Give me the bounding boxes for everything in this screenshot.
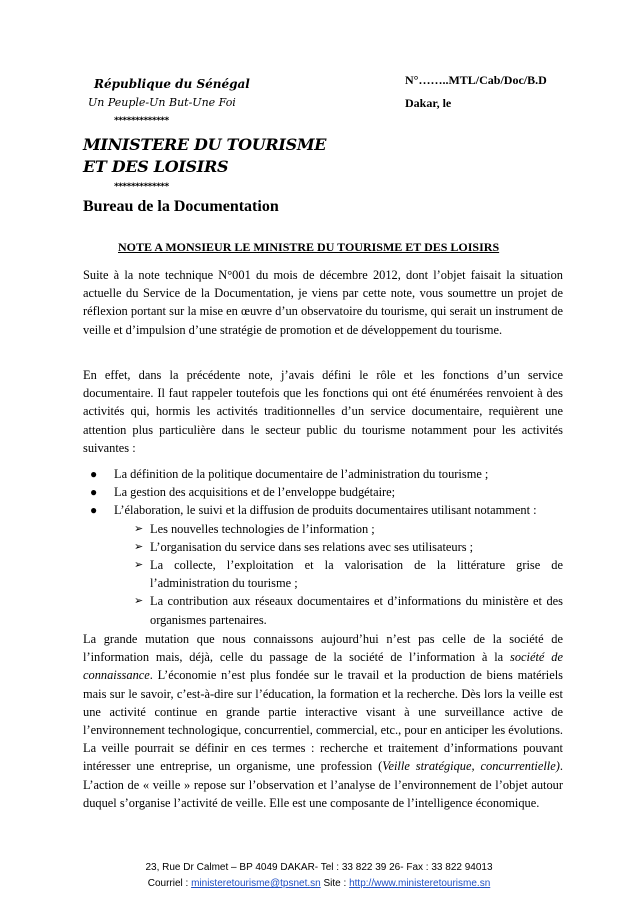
footer-address: 23, Rue Dr Calmet – BP 4049 DAKAR- Tel : 33 822 39 26- Fax : 33 822 94013 — [145, 862, 493, 873]
bullet-dot-icon: ● — [90, 503, 98, 518]
paragraph-2: En effet, dans la précédente note, j’avais défini le rôle et les fonctions d’un service documentaire. Il faut rappeler toutefois que les fonctions qui ont été énumérées renvoient à des activités qui, hormis les activités traditionnelles d’un service documentaire, requièrent une attention plus particulière dans le secteur public du tourisme notamment pour les activités suivantes : — [83, 368, 563, 455]
activities-list — [90, 465, 563, 629]
sub-list — [114, 520, 563, 629]
arrow-bullet-icon: ➢ — [134, 522, 144, 535]
list-item: ● L’élaboration, le suivi et la diffusion de produits documentaires utilisant notamment : ➢ Les nouvelles technologies de l’information ; ➢ L’organisation du service dans ses relations avec ses utilisateurs ; ➢ La collecte, l’exploitation et la valorisation de la littérature grise de l’administration du tourisme ; ➢ La contribution aux réseaux documentaires et d’informations du ministère et des organismes partenaires. — [90, 501, 563, 628]
sub-list-item: ➢ La collecte, l’exploitation et la valorisation de la littérature grise de l’administration du tourisme ; — [134, 558, 563, 591]
ministry-name-line1: MINISTERE DU TOURISME — [83, 135, 327, 154]
sub-list-item: ➢ L’organisation du service dans ses relations avec ses utilisateurs ; — [114, 538, 563, 556]
republic-label: République du Sénégal — [94, 77, 250, 91]
separator-stars: ************* — [114, 116, 169, 126]
place-date: Dakar, le — [405, 96, 452, 110]
arrow-bullet-icon: ➢ — [134, 540, 144, 553]
sub-list-item: ➢ Les nouvelles technologies de l’information ; — [114, 520, 563, 538]
paragraph-3: La grande mutation que nous connaissons aujourd’hui n’est pas celle de la société de l’information mais, déjà, celle du passage de la société de l’information à la société de connaissance. L’économie n’est plus fondée sur le travail et la production de biens matériels mais sur le savoir, c’est-à-dire sur l’éducation, la formation et la recherche. Dès lors la veille est une activité continue en grande partie interactive visant à une surveillance active de l’environnement technologique, concurrentiel, commercial, etc., pour en anticiper les évolutions. La veille pourrait se définir en ces termes : recherche et traitement d’informations pouvant intéresser une entreprise, un organisme, une profession (Veille stratégique, concurrentielle). L’action de « veille » repose sur l’observation et l’analyse de l’environnement de l’objet autour duquel s’organise l’activité de veille. Elle est une composante de l’intelligence économique. — [83, 632, 563, 810]
page-footer — [0, 860, 638, 892]
sub-list-item: ➢ La contribution aux réseaux documentaires et d’informations du ministère et des organismes partenaires. — [134, 594, 563, 627]
arrow-bullet-icon: ➢ — [134, 559, 144, 572]
office-name: Bureau de la Documentation — [83, 198, 279, 215]
bullet-dot-icon: ● — [90, 485, 98, 500]
separator-stars-2: ************* — [114, 182, 169, 192]
ministry-name-line2: ET DES LOISIRS — [83, 157, 229, 176]
ministry-name — [83, 134, 326, 178]
reference-number: N°……..MTL/Cab/Doc/B.D — [405, 73, 547, 87]
header-left — [84, 73, 250, 92]
list-item: ● La définition de la politique documentaire de l’administration du tourisme ; — [90, 465, 563, 483]
website-link[interactable]: http://www.ministeretourisme.sn — [349, 878, 491, 889]
arrow-bullet-icon: ➢ — [134, 595, 144, 608]
email-link[interactable]: ministeretourisme@tpsnet.sn — [191, 878, 321, 889]
footer-contact: Courriel : ministeretourisme@tpsnet.sn Site : http://www.ministeretourisme.sn — [147, 878, 491, 889]
list-item: ● La gestion des acquisitions et de l’enveloppe budgétaire; — [90, 483, 563, 501]
paragraph-1: Suite à la note technique N°001 du mois de décembre 2012, dont l’objet faisait la situation actuelle du Service de la Documentation, je viens par cette note, vous soumettre un projet de réflexion portant sur la mise en œuvre d’un observatoire du tourisme, qui serait un instrument de veille et d’impulsion d’une stratégie de promotion et de développement du tourisme. — [83, 268, 563, 337]
note-title: NOTE A MONSIEUR LE MINISTRE DU TOURISME ET DES LOISIRS — [118, 240, 500, 254]
national-motto: Un Peuple-Un But-Une Foi — [88, 96, 236, 109]
bullet-dot-icon: ● — [90, 467, 98, 481]
